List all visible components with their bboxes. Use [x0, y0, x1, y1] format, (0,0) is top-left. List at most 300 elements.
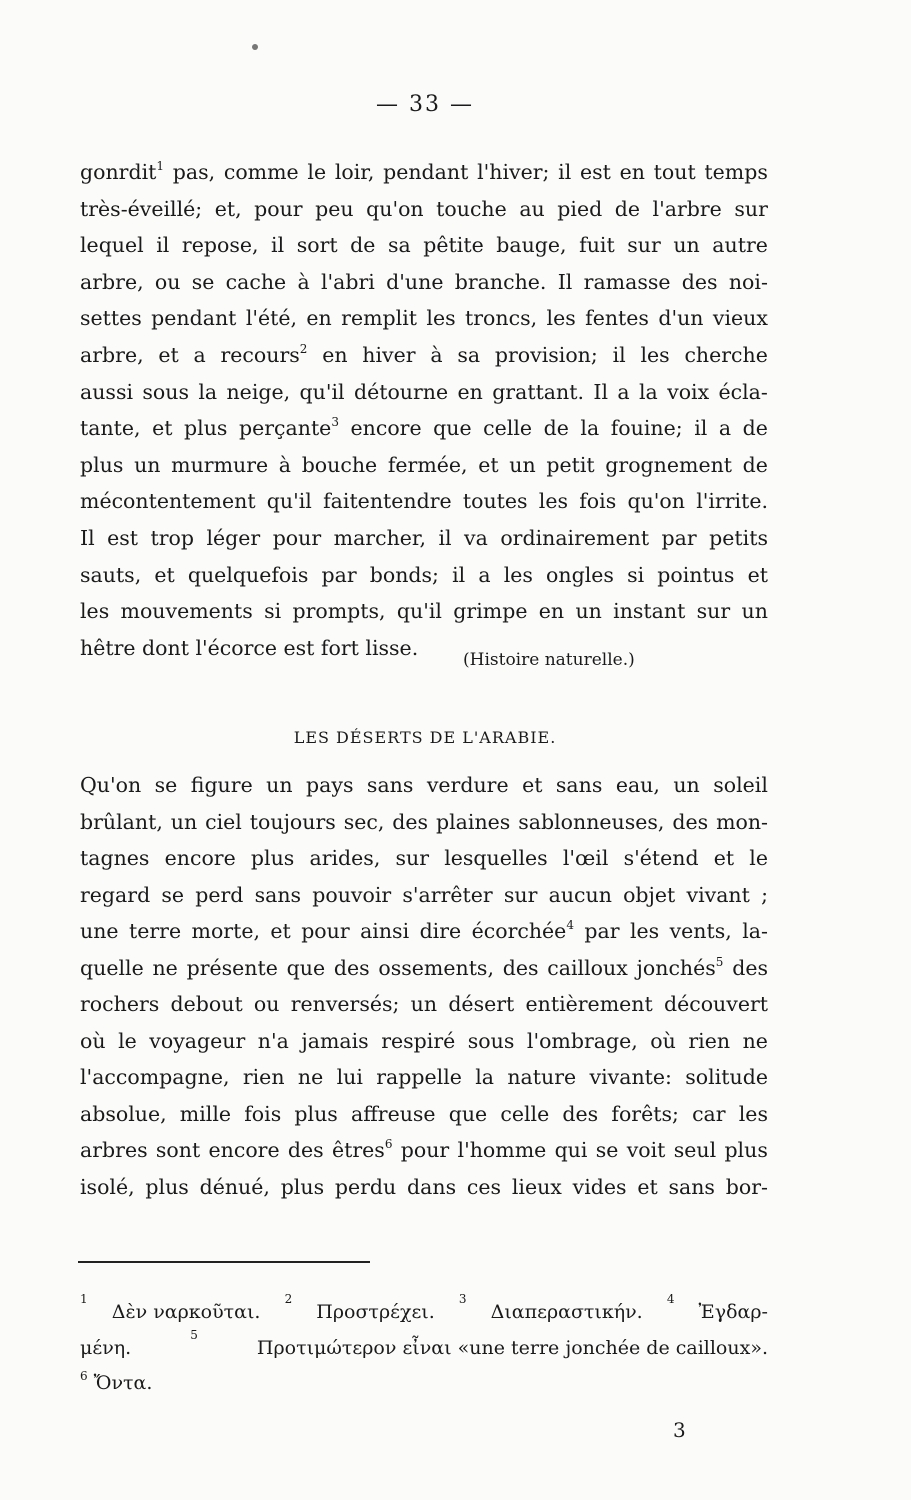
word: troncs, — [465, 306, 538, 331]
word: arbre, — [80, 343, 144, 367]
word: ; — [761, 882, 768, 907]
word: rien — [688, 1028, 731, 1053]
word: dans — [407, 1174, 457, 1199]
text-line — [80, 1100, 768, 1128]
text-line — [80, 1027, 768, 1055]
word: les — [80, 599, 110, 624]
word: l'irrite. — [696, 489, 768, 514]
word: si — [264, 599, 282, 624]
word: le — [749, 846, 768, 870]
word: petit — [546, 452, 595, 477]
word: pays — [306, 773, 354, 797]
word: a — [718, 416, 732, 441]
word: de — [543, 416, 569, 441]
word: car — [692, 1101, 726, 1126]
text-line — [80, 844, 768, 872]
word: un — [575, 599, 602, 624]
word: arides, — [309, 846, 381, 870]
word: pêtite — [423, 233, 484, 258]
word: plus — [280, 1174, 325, 1199]
text-segment: hêtre dont l'écorce est fort lisse. — [80, 635, 419, 660]
word: vents, — [669, 919, 732, 943]
word: il — [156, 233, 170, 258]
word: d'un — [658, 306, 704, 331]
word: des — [672, 809, 709, 834]
word: est — [580, 160, 611, 184]
text-line — [80, 1063, 768, 1091]
word: il — [612, 343, 626, 367]
footnote-marker: 1 — [156, 159, 165, 173]
word: pour — [301, 919, 350, 943]
word: plus — [184, 416, 228, 441]
word: très-éveillé; — [80, 196, 203, 221]
text-line — [80, 881, 768, 909]
word: qui — [554, 1138, 588, 1162]
footnote-line — [80, 1327, 768, 1361]
word: se — [161, 882, 185, 907]
word: ordinairement — [500, 526, 650, 550]
word: lesquelles — [444, 846, 548, 870]
word: mécontentement — [80, 489, 256, 514]
text-segment: Ἐγδαρ- — [698, 1301, 768, 1323]
word: Il — [80, 526, 95, 550]
text-line — [80, 1136, 768, 1164]
footnote-marker: 4 — [666, 1292, 675, 1306]
word: temps — [704, 160, 768, 184]
word: léger — [206, 526, 261, 550]
word: à — [278, 452, 292, 477]
text-line — [80, 341, 768, 369]
word: découvert — [663, 992, 768, 1016]
word: affreuse — [350, 1101, 436, 1126]
word: voix — [667, 379, 710, 404]
word: des — [681, 269, 718, 294]
word: bouche — [301, 452, 378, 477]
word: un — [673, 773, 700, 797]
word: ces — [466, 1174, 502, 1199]
word: l'hiver; — [477, 160, 550, 184]
footnote-marker: 3 — [331, 415, 339, 430]
word: des — [562, 1101, 599, 1126]
word: les — [538, 489, 568, 514]
word: à — [297, 269, 310, 294]
word: cherche — [684, 343, 768, 367]
word: tagnes — [80, 846, 150, 870]
word: par — [584, 919, 620, 943]
word: des — [392, 809, 429, 834]
page-number-header: — 33 — — [376, 92, 474, 117]
word: touche — [436, 196, 507, 221]
word: écla- — [718, 379, 768, 404]
word: sur — [503, 882, 538, 907]
word: et — [637, 1174, 658, 1199]
footnote-marker: 1 — [80, 1292, 88, 1306]
footnote-marker: 2 — [284, 1292, 293, 1306]
word: a — [478, 562, 491, 587]
word: qu'il — [396, 599, 442, 624]
word: entièrement — [525, 992, 653, 1016]
word: des — [502, 955, 539, 980]
word: l'abri — [320, 269, 375, 294]
word: sous — [467, 1028, 515, 1053]
footnote-line — [80, 1292, 768, 1325]
word: s'arrêter — [402, 882, 493, 907]
word: un — [509, 452, 536, 477]
word: et — [152, 416, 173, 441]
word: sec, — [343, 809, 385, 834]
word: a — [617, 379, 630, 404]
word: un — [741, 599, 768, 624]
word: ramasse — [583, 269, 671, 294]
word: la- — [742, 919, 768, 943]
word: des — [333, 955, 370, 980]
word: eau, — [615, 773, 660, 797]
word: fuit — [579, 233, 615, 258]
word: des — [732, 955, 768, 980]
word: marcher, — [333, 526, 426, 550]
word: sont — [155, 1138, 201, 1162]
word: l'arbre — [652, 196, 722, 221]
word: le — [307, 160, 327, 184]
word: que — [448, 1101, 488, 1126]
word: de — [742, 416, 768, 441]
word: de — [614, 196, 641, 221]
word: à — [430, 343, 443, 367]
word: voyageur — [149, 1028, 246, 1053]
word: loir, — [334, 160, 375, 184]
word: verdure — [426, 773, 509, 797]
word: se — [595, 1138, 619, 1162]
word: pointus — [657, 562, 735, 587]
word: un — [134, 452, 161, 477]
word: les — [640, 343, 670, 367]
word: sous — [142, 379, 189, 404]
word: grimpe — [453, 599, 528, 624]
word: encore — [350, 416, 422, 441]
word: perdu — [334, 1174, 397, 1199]
text-line — [80, 634, 768, 662]
word: vivante: — [589, 1065, 672, 1089]
text-line — [80, 771, 768, 799]
text-segment: μένη. — [80, 1336, 132, 1359]
word: êtres$^6$ — [331, 1137, 393, 1162]
word: en — [619, 160, 645, 184]
word: grognement — [605, 452, 733, 477]
word: mille — [179, 1101, 232, 1126]
word: prompts, — [292, 599, 386, 624]
word: ne — [152, 955, 178, 980]
word: pour — [254, 196, 303, 221]
word: provision; — [494, 343, 598, 367]
word: une — [80, 919, 119, 943]
word: vides — [572, 1174, 627, 1199]
footnote-marker: 5 — [190, 1327, 198, 1342]
word: encore — [208, 1138, 280, 1162]
word: ciel — [205, 809, 242, 834]
word: mon- — [716, 809, 768, 834]
text-line — [80, 487, 768, 515]
word: un — [410, 992, 438, 1016]
word: solitude — [685, 1065, 768, 1089]
word: d'une — [386, 269, 444, 294]
word: sablonneuses, — [518, 809, 665, 834]
word: la — [638, 379, 658, 404]
word: cailloux — [547, 955, 628, 980]
word: tout — [653, 160, 696, 184]
word: pour — [400, 1138, 450, 1162]
word: aucun — [548, 882, 612, 907]
word: se — [154, 773, 178, 797]
word: rien — [242, 1065, 285, 1089]
word: en — [322, 343, 348, 367]
word: plus — [250, 846, 295, 870]
word: recours$^2$ — [220, 342, 308, 367]
word: la — [580, 416, 600, 441]
word: par — [661, 526, 697, 550]
word: l'homme — [457, 1138, 547, 1162]
word: grattant. — [492, 379, 584, 404]
word: vivant — [686, 882, 750, 907]
word: il — [694, 416, 708, 441]
word: sur — [395, 846, 430, 870]
word: bauge, — [496, 233, 567, 258]
word: sur — [734, 196, 768, 221]
text-line — [80, 524, 768, 552]
word: fermée, — [387, 452, 468, 477]
text-segment: Δὲν ναρκοῦται. — [111, 1301, 261, 1323]
word: n'a — [257, 1028, 289, 1053]
word: sort — [296, 233, 338, 258]
word: fouine; — [610, 416, 683, 441]
word: sur — [627, 233, 661, 258]
word: pendant — [383, 160, 469, 184]
word: comme — [223, 160, 299, 184]
word: le — [118, 1028, 137, 1053]
word: faitentendre — [323, 489, 452, 514]
word: seul — [673, 1138, 717, 1162]
word: renversés; — [290, 992, 400, 1016]
word: dire — [419, 919, 462, 943]
text-line — [80, 158, 768, 186]
word: instant — [613, 599, 686, 624]
word: arbres — [80, 1138, 148, 1162]
word: voit — [626, 1138, 666, 1162]
word: où — [80, 1028, 106, 1053]
text-segment: Προστρέχει. — [316, 1301, 435, 1323]
word: figure — [190, 773, 253, 797]
scan-speck — [252, 44, 258, 50]
text-line — [80, 1173, 768, 1201]
text-line — [80, 451, 768, 479]
word: qu'il — [299, 379, 345, 404]
text-segment: Ὄντα. — [87, 1372, 153, 1394]
text-line — [80, 195, 768, 223]
word: pendant — [151, 306, 237, 331]
word: pouvoir — [312, 882, 392, 907]
word: fois — [244, 1101, 282, 1126]
word: sans — [254, 882, 302, 907]
word: pied — [557, 196, 603, 221]
word: en — [306, 306, 332, 331]
word: de — [742, 452, 768, 477]
word: soleil — [713, 773, 768, 797]
word: et — [747, 562, 768, 587]
word: plus — [80, 452, 124, 477]
word: l'accompagne, — [80, 1065, 230, 1089]
word: Il — [557, 269, 573, 294]
text-line — [80, 268, 768, 296]
word: remplit — [341, 306, 418, 331]
word: et — [270, 919, 291, 943]
text-segment: Διαπεραστικήν. — [490, 1301, 643, 1323]
word: la — [198, 379, 218, 404]
text-line — [80, 990, 768, 1018]
word: toutes — [462, 489, 528, 514]
word: encore — [164, 846, 236, 870]
text-line — [80, 561, 768, 589]
word: repose, — [181, 233, 259, 258]
word: sur — [696, 599, 731, 624]
word: va — [464, 526, 488, 550]
word: murmure — [171, 452, 269, 477]
text-line — [80, 597, 768, 625]
word: bonds; — [369, 562, 439, 587]
word: les — [503, 562, 533, 587]
word: lieux — [511, 1174, 562, 1199]
word: plaines — [436, 809, 511, 834]
word: ainsi — [360, 919, 410, 943]
word: et — [158, 343, 179, 367]
word: fois — [579, 489, 617, 514]
word: vieux — [712, 306, 768, 331]
footnote-marker: 6 — [80, 1369, 88, 1383]
word: est — [107, 526, 139, 550]
word: peu — [315, 196, 354, 221]
word: et — [154, 562, 175, 587]
word: tante, — [80, 416, 141, 441]
word: la — [475, 1065, 495, 1089]
text-segment: Προτιμώτερον εἶναι «une terre jonchée de cailloux». — [256, 1336, 768, 1359]
word: plus — [294, 1101, 338, 1126]
word: ou — [253, 992, 280, 1016]
word: rappelle — [376, 1065, 462, 1089]
word: un — [266, 773, 293, 797]
word: quelle — [80, 955, 144, 980]
word: si — [627, 562, 645, 587]
word: écorchée$^4$ — [471, 918, 574, 943]
word: s'étend — [623, 846, 699, 870]
word: autre — [712, 233, 768, 258]
word: il — [558, 160, 572, 184]
footnote-marker: 5 — [715, 954, 724, 969]
word: au — [519, 196, 545, 221]
word: sauts, — [80, 562, 142, 587]
word: présente — [186, 955, 278, 980]
word: bor- — [725, 1174, 768, 1199]
word: que — [286, 955, 326, 980]
word: a — [193, 343, 206, 367]
word: les — [738, 1101, 768, 1126]
text-line — [80, 954, 768, 982]
word: il — [438, 526, 452, 550]
word: branche. — [454, 269, 547, 294]
word: ou — [154, 269, 181, 294]
word: brûlant, — [80, 809, 163, 834]
word: perçante$^3$ — [238, 415, 339, 441]
word: et — [522, 773, 543, 797]
word: et, — [214, 196, 242, 221]
section-heading: LES DÉSERTS DE L'ARABIE. — [293, 728, 557, 747]
word: Qu'on — [80, 773, 142, 797]
word: et — [478, 452, 499, 477]
word: par — [321, 562, 357, 587]
word: toujours — [249, 809, 336, 834]
word: les — [426, 306, 456, 331]
footnote-marker: 3 — [458, 1292, 467, 1306]
word: dénué, — [199, 1174, 270, 1199]
footnote-line — [80, 1370, 768, 1396]
word: isolé, — [80, 1174, 135, 1199]
text-line — [80, 414, 768, 442]
word: celle — [500, 1101, 550, 1126]
word: qu'on — [627, 489, 685, 514]
footnote-marker: 6 — [384, 1137, 393, 1151]
source-citation: (Histoire naturelle.) — [463, 650, 635, 670]
word: plus — [145, 1174, 189, 1199]
word: les — [546, 306, 576, 331]
word: plus — [724, 1138, 768, 1162]
text-line — [80, 231, 768, 259]
word: qu'il — [266, 489, 312, 514]
word: morte, — [191, 919, 260, 943]
word: ossements, — [378, 955, 494, 980]
word: noi- — [728, 269, 768, 294]
footnote-marker: 4 — [566, 918, 574, 932]
word: forêts; — [611, 1101, 679, 1126]
word: en — [457, 379, 483, 404]
word: nature — [507, 1065, 577, 1089]
word: sa — [457, 343, 481, 367]
word: où — [650, 1028, 676, 1053]
word: se — [191, 269, 215, 294]
word: lequel — [80, 233, 144, 258]
word: désert — [448, 992, 515, 1016]
word: ne — [742, 1028, 768, 1053]
word: un — [673, 233, 700, 258]
text-line — [80, 304, 768, 332]
word: ne — [297, 1065, 324, 1089]
word: sans — [555, 773, 603, 797]
word: et — [713, 846, 735, 870]
text-line — [80, 917, 768, 945]
word: sans — [668, 1174, 715, 1199]
word: rochers — [80, 992, 160, 1016]
word: pas, — [172, 160, 216, 184]
word: sans — [366, 773, 414, 797]
word: lui — [336, 1065, 363, 1089]
text-line — [80, 808, 768, 836]
word: regard — [80, 882, 151, 907]
word: perd — [195, 882, 244, 907]
footnote-rule — [78, 1261, 370, 1263]
word: absolue, — [80, 1101, 167, 1126]
word: cache — [225, 269, 287, 294]
text-line — [80, 378, 768, 406]
word: détourne — [353, 379, 449, 404]
word: il — [271, 233, 285, 258]
word: settes — [80, 306, 142, 331]
word: que — [433, 416, 472, 441]
